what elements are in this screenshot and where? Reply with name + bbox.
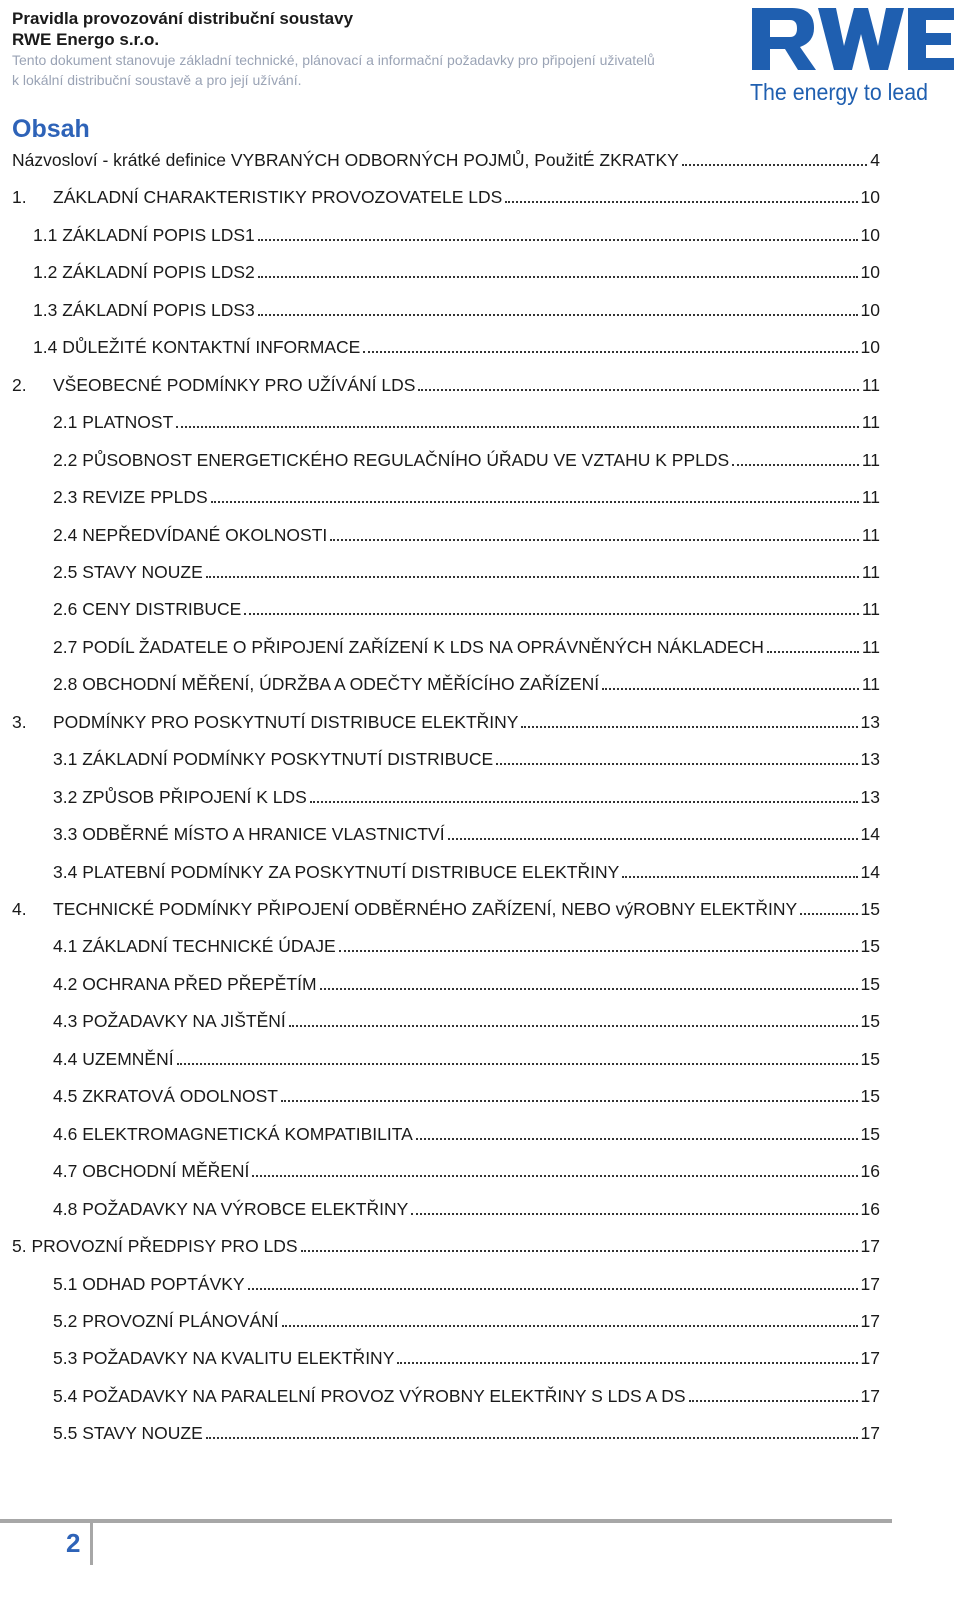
toc-entry[interactable] [53,671,880,695]
toc-entry-leader [622,876,857,878]
toc-entry[interactable] [12,372,880,396]
toc-entry-leader [244,613,858,615]
toc-entry-number: 1. [12,187,27,208]
page-number: 2 [66,1528,81,1558]
toc-entry[interactable] [33,222,880,246]
toc-entry-leader [211,501,859,503]
toc-entry[interactable] [53,933,880,957]
toc-entry[interactable] [53,971,880,995]
toc-entry-page: 11 [861,674,880,695]
toc-entry[interactable] [53,746,880,770]
toc-entry-page: 15 [860,936,880,957]
document-description-line-2: k lokální distribuční soustavě a pro její užívání. [12,72,302,88]
toc-entry[interactable] [12,147,880,171]
toc-entry-page: 17 [860,1385,880,1406]
toc-entry[interactable] [53,784,880,808]
toc-entry[interactable] [53,484,880,508]
toc-entry-leader [602,688,859,690]
svg-text:The energy to lead: The energy to lead [750,79,928,105]
toc-entry-label: 3.4 PLATEBNÍ PODMÍNKY ZA POSKYTNUTÍ DISTRIBUCE ELEKTŘINY [53,861,620,882]
toc-entry-label: 5.3 POŽADAVKY NA KVALITU ELEKTŘINY [53,1348,395,1369]
toc-entry-leader [767,651,859,653]
company-name: RWE Energo s.r.o. [12,30,160,49]
toc-entry-page: 11 [861,599,880,620]
toc-entry-label: 2.6 CENY DISTRIBUCE [53,599,242,620]
toc-entry-leader [800,913,857,915]
toc-entry-label: VŠEOBECNÉ PODMÍNKY PRO UŽÍVÁNÍ LDS [53,374,416,395]
toc-entry-label: Názvosloví - krátké definice VYBRANÝCH ODBORNÝCH POJMŮ, PoužitÉ ZKRATKY [12,150,679,170]
toc-heading: Obsah [12,115,90,143]
toc-entry-leader [176,426,859,428]
toc-entry-page: 4 [870,150,880,170]
toc-entry-page: 15 [860,1123,880,1144]
toc-entry[interactable] [53,821,880,845]
document-description-line-1: Tento dokument stanovuje základní technické, plánovací a informační požadavky pro připojení uživatelů [12,52,655,68]
toc-entry[interactable] [53,1083,880,1107]
toc-entry-label: 4.5 ZKRATOVÁ ODOLNOST [53,1086,278,1107]
toc-entry[interactable] [33,297,880,321]
toc-entry-leader [339,950,858,952]
toc-entry-leader [496,763,857,765]
toc-entry[interactable] [53,634,880,658]
toc-entry-page: 10 [860,299,880,320]
toc-entry-label: 5.2 PROVOZNÍ PLÁNOVÁNÍ [53,1310,279,1331]
toc-entry-leader [206,1437,858,1439]
toc-entry[interactable] [12,184,880,208]
toc-entry-number: 4. [12,899,27,919]
toc-entry-label: 4.4 UZEMNĚNÍ [53,1048,174,1069]
toc-entry-label: 4.3 POŽADAVKY NA JIŠTĚNÍ [53,1011,286,1032]
toc-entry-leader [682,164,867,166]
toc-entry[interactable] [53,1008,880,1032]
toc-entry-label: 2.4 NEPŘEDVÍDANÉ OKOLNOSTI [53,524,328,545]
toc-entry-leader [363,351,857,353]
toc-entry-page: 11 [861,636,880,657]
toc-entry-leader [330,539,859,541]
toc-entry-label: 4.8 POŽADAVKY NA VÝROBCE ELEKTŘINY [53,1198,409,1219]
toc-entry-page: 14 [860,861,880,882]
toc-entry-label: 2.2 PŮSOBNOST ENERGETICKÉHO REGULAČNÍHO ÚŘADU VE VZTAHU K PPLDS [53,449,730,470]
footer-vertical-rule [90,1523,93,1565]
document-title: Pravidla provozování distribuční soustavy [12,9,354,28]
toc-entry-page: 15 [860,973,880,994]
toc-entry-label: 2.8 OBCHODNÍ MĚŘENÍ, ÚDRŽBA A ODEČTY MĚŘÍCÍHO ZAŘÍZENÍ [53,674,600,695]
document-header [12,8,732,90]
toc-entry-leader [252,1175,857,1177]
toc-entry-page: 10 [860,187,880,208]
toc-entry-page: 11 [861,374,880,395]
toc-entry-label: 2.3 REVIZE PPLDS [53,487,208,508]
toc-entry-number: 3. [12,711,27,732]
toc-entry-leader [732,464,859,466]
toc-entry[interactable] [53,596,880,620]
toc-entry-label: 5.4 POŽADAVKY NA PARALELNÍ PROVOZ VÝROBNY ELEKTŘINY S LDS A DS [53,1385,686,1406]
toc-entry-leader [282,1325,858,1327]
toc-entry-page: 10 [860,224,880,245]
toc-entry-page: 17 [860,1273,880,1294]
toc-entry-page: 11 [861,412,880,433]
rwe-logo [748,4,958,108]
toc-entry-leader [416,1138,858,1140]
toc-entry-leader [310,801,858,803]
toc-entry-label: 4.1 ZÁKLADNÍ TECHNICKÉ ÚDAJE [53,936,336,957]
toc-entry-page: 17 [860,1348,880,1369]
toc-entry-page: 13 [860,711,880,732]
toc-entry[interactable] [53,1121,880,1145]
toc-entry-label: 4.2 OCHRANA PŘED PŘEPĚTÍM [53,973,317,994]
toc-entry-label: 3.3 ODBĚRNÉ MÍSTO A HRANICE VLASTNICTVÍ [53,824,445,845]
toc-entry-page: 15 [860,1086,880,1107]
toc-entry-page: 13 [860,749,880,770]
toc-entry-page: 11 [861,561,880,582]
toc-entry-leader [411,1213,857,1215]
toc-entry-label: 2.7 PODÍL ŽADATELE O PŘIPOJENÍ ZAŘÍZENÍ K LDS NA OPRÁVNĚNÝCH NÁKLADECH [53,636,764,657]
toc-entry[interactable] [53,447,880,471]
toc-entry-page: 16 [860,1198,880,1219]
toc-entry-label: 4.6 ELEKTROMAGNETICKÁ KOMPATIBILITA [53,1123,413,1144]
toc-entry[interactable] [53,1046,880,1070]
toc-entry-label: TECHNICKÉ PODMÍNKY PŘIPOJENÍ ODBĚRNÉHO ZAŘÍZENÍ, NEBO výROBNY ELEKTŘINY [53,899,798,919]
toc-entry-page: 14 [860,824,880,845]
toc-entry-page: 11 [861,449,880,470]
toc-entry-leader [397,1362,857,1364]
toc-entry[interactable] [53,1420,880,1444]
toc-entry[interactable] [53,1196,880,1220]
toc-entry[interactable] [53,1271,880,1295]
toc-entry[interactable] [53,522,880,546]
toc-entry-page: 11 [861,487,880,508]
toc-entry-label: 2.5 STAVY NOUZE [53,561,203,582]
toc-entry[interactable] [53,1308,880,1332]
toc-entry[interactable] [12,709,880,733]
toc-entry-leader [177,1063,858,1065]
toc-entry-page: 15 [860,899,880,919]
toc-entry-page: 16 [860,1161,880,1182]
toc-entry-number: 2. [12,374,27,395]
toc-entry-leader [248,1288,858,1290]
toc-entry-label: 2.1 PLATNOST [53,412,174,433]
toc-entry-label: 3.1 ZÁKLADNÍ PODMÍNKY POSKYTNUTÍ DISTRIBUCE [53,749,494,770]
toc-entry-label: 1.1 ZÁKLADNÍ POPIS LDS1 [33,224,255,245]
toc-entry-label: 4.7 OBCHODNÍ MĚŘENÍ [53,1161,250,1182]
toc-entry[interactable] [53,1345,880,1369]
toc-entry[interactable] [53,1383,880,1407]
toc-entry-label: 5.1 ODHAD POPTÁVKY [53,1273,245,1294]
toc-entry-leader [448,838,858,840]
toc-entry-page: 10 [860,337,880,358]
toc-entry-page: 15 [860,1011,880,1032]
toc-entry-page: 13 [860,786,880,807]
toc-entry-label: 3.2 ZPŮSOB PŘIPOJENÍ K LDS [53,786,307,807]
toc-entry[interactable] [33,259,880,283]
toc-entry-label: 1.2 ZÁKLADNÍ POPIS LDS2 [33,262,255,283]
toc-entry-leader [258,239,858,241]
toc-entry-label: 1.3 ZÁKLADNÍ POPIS LDS3 [33,299,255,320]
rwe-logo-graphic [748,4,958,108]
toc-entry-label: PODMÍNKY PRO POSKYTNUTÍ DISTRIBUCE ELEKTŘINY [53,711,519,732]
toc-entry-leader [689,1400,858,1402]
toc-entry[interactable] [12,1233,880,1257]
toc-entry-page: 17 [860,1310,880,1331]
toc-entry-leader [289,1025,858,1027]
toc-entry-leader [301,1250,858,1252]
toc-entry[interactable] [53,559,880,583]
toc-entry-leader [258,276,858,278]
toc-entry-page: 17 [860,1236,880,1257]
toc-entry-leader [505,201,857,203]
toc-entry-leader [521,726,857,728]
toc-entry-leader [206,576,859,578]
toc-entry-label: 5.5 STAVY NOUZE [53,1423,203,1444]
toc-entry-leader [281,1100,858,1102]
toc-entry-leader [320,988,858,990]
toc-entry-page: 15 [860,1048,880,1069]
toc-entry-label: 1.4 DŮLEŽITÉ KONTAKTNÍ INFORMACE [33,337,361,358]
toc-entry-leader [258,314,858,316]
toc-entry-page: 11 [861,524,880,545]
toc-entry-label: 5. PROVOZNÍ PŘEDPISY PRO LDS [12,1236,298,1257]
toc-entry-label: ZÁKLADNÍ CHARAKTERISTIKY PROVOZOVATELE LDS [53,187,503,208]
toc-entry[interactable] [53,1158,880,1182]
toc-entry[interactable] [12,896,880,920]
toc-entry-leader [418,389,858,391]
toc-entry[interactable] [53,409,880,433]
toc-entry[interactable] [33,334,880,358]
toc-entry-page: 10 [860,262,880,283]
footer-rule [0,1519,892,1523]
toc-entry-page: 17 [860,1423,880,1444]
toc-entry[interactable] [53,859,880,883]
